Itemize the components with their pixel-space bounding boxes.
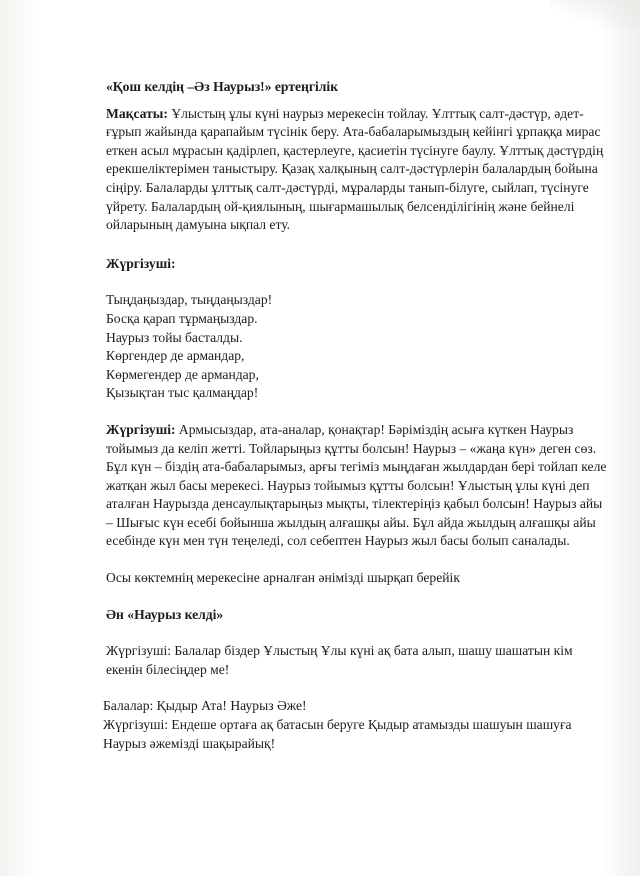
goal-label: Мақсаты: <box>106 105 168 121</box>
poem-line: Қызықтан тыс қалмаңдар! <box>106 385 259 401</box>
speech-text: Армысыздар, ата-аналар, қонақтар! Бәріміздің асыға күткен Наурыз тойымыз да келіп жетті. Тойларыңыз құтты болсын! Наурыз – «жаңа күн» деген сөз. Бұл күн – біздің ата-бабаларымыз, арғы тегіміз мыңдаған жылдардан бері тойлап келе жатқан жыл басы мерекесі. Наурыз тойымыз құтты болсын! Ұлыстың ұлы күні деп аталған Наурызда денсаулықтарыңыз мықты, тілектеріңіз қабыл болсын! Наурыз айы – Шығыс күн есебі бойынша жылдың алғашқы айы. Бұл айда жылдың алғашқы айы есебінде күн мен түн теңеледі, сол себептен Наурыз жыл басы болып саналады. <box>106 421 607 549</box>
invitation-line: Осы көктемнің мерекесіне арналған әнімізді шырқап берейік <box>106 570 460 586</box>
speech-label: Жүргізуші: <box>106 421 176 437</box>
poem-line: Тыңдаңыздар, тыңдаңыздар! <box>106 292 273 308</box>
poem-line: Босқа қарап тұрмаңыздар. <box>106 310 258 326</box>
poem-line: Наурыз тойы басталды. <box>106 329 243 345</box>
goal-paragraph <box>106 105 611 235</box>
song-title: Ән «Наурыз келді» <box>106 606 224 622</box>
goal-text: Ұлыстың ұлы күні наурыз мерекесін тойлау. Ұлттық салт-дәстүр, әдет-ғұрып жайында қарапайым түсінік беру. Ата-бабаларымыздың кейінгі ұрпаққа мирас еткен асыл мұрасын қадірлеп, қастерлеуге, қасиетін түсінуге баулу. Ұлттық дәстүрдің ерекшеліктерімен таныстыру. Қазақ халқының салт-дәстүрлерін балалардың бойына сіңіру. Балаларды ұлттық салт-дәстүрді, мұраларды танып-білуге, сыйлап, түсінуге үйрету. Балалардың ой-қиялының, шығармашылық белсенділігінің және бейнелі ойларының дамуына ықпал ету. <box>106 105 604 233</box>
closing-paragraph: Жүргізуші: Ендеше ортаға ақ батасын беруге Қыдыр атамызды шашуын шашуға Наурыз әжемізді шақырайық! <box>103 717 572 751</box>
question-paragraph: Жүргізуші: Балалар біздер Ұлыстың Ұлы күні ақ бата алып, шашу шашатын кім екенін білесіңдер ме! <box>106 643 573 677</box>
poem <box>106 291 611 403</box>
answer-line: Балалар: Қыдыр Ата! Наурыз Әже! <box>103 698 307 714</box>
presenter-heading: Жүргізуші: <box>106 255 176 271</box>
poem-line: Көргендер де армандар, <box>106 348 245 364</box>
document-title: «Қош келдің –Әз Наурыз!» ертеңгілік <box>106 79 339 94</box>
poem-line: Көрмегендер де армандар, <box>106 366 259 382</box>
document-content <box>103 78 611 753</box>
paper-corner-shadow <box>550 0 640 30</box>
speech-paragraph <box>106 421 611 551</box>
